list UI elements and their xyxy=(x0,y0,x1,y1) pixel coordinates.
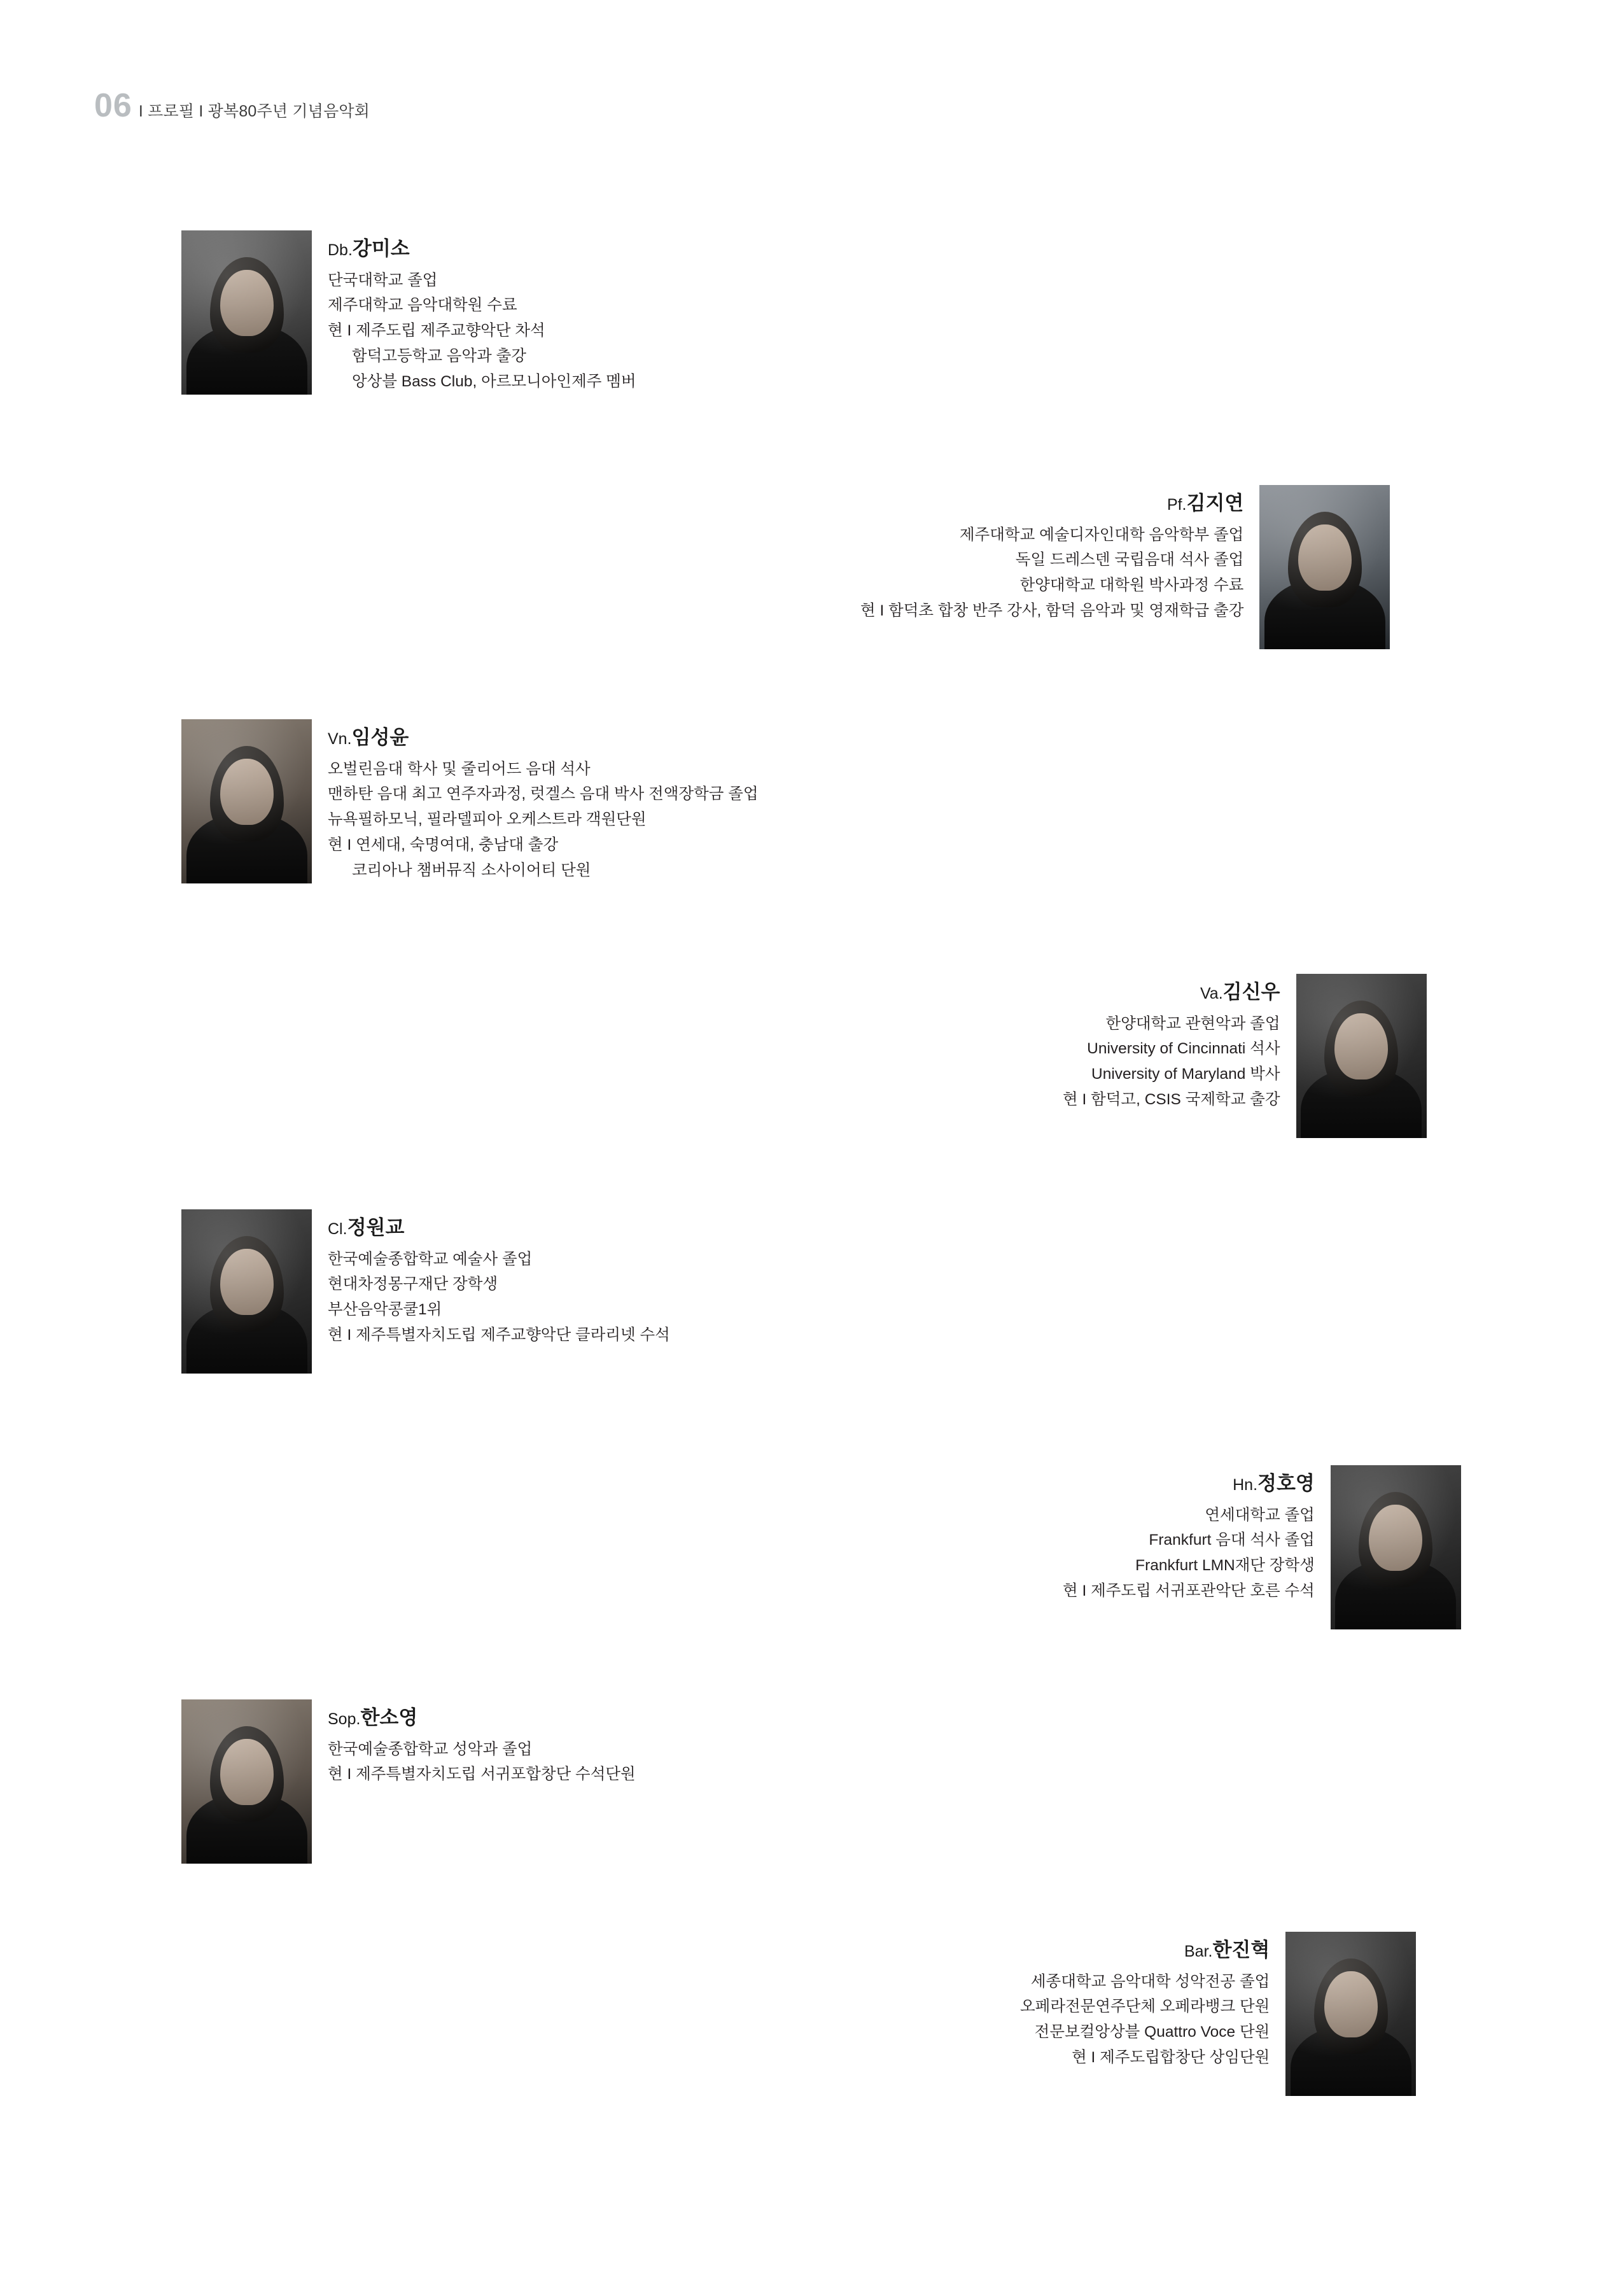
profile-person-name: 김지연 xyxy=(1186,492,1244,514)
profile-entry xyxy=(181,1699,636,1864)
profile-role: Hn. xyxy=(1233,1476,1258,1494)
profile-bio-line: 현 I 연세대, 숙명여대, 충남대 출강 xyxy=(328,836,559,854)
profile-bio-line: 현 I 함덕초 합창 반주 강사, 함덕 음악과 및 영재학급 출강 xyxy=(860,601,1244,619)
profile-person-name: 임성윤 xyxy=(351,726,409,749)
profile-bio-line: 한양대학교 관현악과 졸업 xyxy=(1105,1015,1280,1032)
profile-bio-line: 현 I 함덕고, CSIS 국제학교 출강 xyxy=(1063,1090,1280,1108)
profile-entry xyxy=(1063,974,1427,1138)
profile-bio-line: 현 I 제주특별자치도립 제주교향악단 클라리넷 수석 xyxy=(328,1326,670,1344)
profile-person-name: 김신우 xyxy=(1222,981,1280,1003)
portrait-kang-miso xyxy=(181,230,312,395)
profile-bio-line: 현 I 제주특별자치도립 서귀포합창단 수석단원 xyxy=(328,1766,636,1783)
profile-bio-line: 현 I 제주도립 제주교향악단 차석 xyxy=(328,322,545,340)
profile-role: Va. xyxy=(1200,985,1223,1002)
portrait-jung-wonkyo xyxy=(181,1209,312,1374)
portrait-jung-hoyoung xyxy=(1331,1465,1461,1629)
profile-role: Pf. xyxy=(1166,496,1187,514)
breadcrumb: I 프로필 I 광복80주년 기념음악회 xyxy=(138,102,370,120)
profile-entry xyxy=(181,719,759,883)
profile-person-name: 정원교 xyxy=(347,1216,405,1239)
portrait-kim-sinwoo xyxy=(1296,974,1427,1138)
profile-role: Vn. xyxy=(328,730,352,748)
profile-bio-line: 전문보컬앙상블 Quattro Voce 단원 xyxy=(1034,2023,1270,2041)
profile-bio-line: University of Cincinnati 석사 xyxy=(1087,1040,1280,1058)
profile-bio-line: 세종대학교 음악대학 성악전공 졸업 xyxy=(1030,1972,1270,1990)
page-header xyxy=(94,89,370,122)
profile-bio-line: 현 I 제주도립 서귀포관악단 호른 수석 xyxy=(1063,1582,1315,1600)
profile-bio-line: 함덕고등학교 음악과 출강 xyxy=(352,347,526,365)
portrait-artwork xyxy=(1331,1465,1461,1629)
profile-text-block xyxy=(328,230,636,394)
portrait-highlight xyxy=(181,230,312,395)
profile-text-block xyxy=(328,1699,636,1787)
profile-bio-line: 한국예술종합학교 성악과 졸업 xyxy=(328,1740,533,1758)
profile-bio-line: 코리아나 챔버뮤직 소사이어티 단원 xyxy=(352,861,591,879)
profile-bio-line: University of Maryland 박사 xyxy=(1091,1065,1280,1083)
page-number: 06 xyxy=(94,87,132,124)
portrait-highlight xyxy=(1285,1932,1416,2096)
profile-bio-line: 오벌린음대 학사 및 줄리어드 음대 석사 xyxy=(328,760,591,778)
profile-name xyxy=(860,491,1243,516)
profile-bio-line: 맨하탄 음대 최고 연주자과정, 럿겔스 음대 박사 전액장학금 졸업 xyxy=(328,785,759,803)
profile-bio-line: 현대차정몽구재단 장학생 xyxy=(328,1276,498,1293)
profile-person-name: 한소영 xyxy=(360,1706,418,1729)
profile-entry xyxy=(1063,1465,1461,1629)
profile-entry xyxy=(181,230,636,395)
profile-name xyxy=(1063,980,1280,1005)
profile-role: Bar. xyxy=(1184,1943,1213,1960)
portrait-han-jinhyuk xyxy=(1285,1932,1416,2096)
portrait-highlight xyxy=(1331,1465,1461,1629)
profile-name xyxy=(328,1706,636,1731)
portrait-han-soyoung xyxy=(181,1699,312,1864)
portrait-im-seongyun xyxy=(181,719,312,883)
profile-bio-line: 현 I 제주도립합창단 상임단원 xyxy=(1072,2048,1270,2066)
profile-text-block xyxy=(328,719,759,883)
profile-entry xyxy=(860,485,1390,649)
portrait-artwork xyxy=(1285,1932,1416,2096)
profile-bio-line: 단국대학교 졸업 xyxy=(328,271,438,289)
portrait-kim-jiyeon xyxy=(1259,485,1390,649)
profile-role: Cl. xyxy=(328,1220,347,1238)
profile-person-name: 강미소 xyxy=(352,237,410,260)
profile-role: Db. xyxy=(328,241,353,259)
profile-bio-line: 오페라전문연주단체 오페라뱅크 단원 xyxy=(1020,1998,1270,2016)
portrait-artwork xyxy=(1296,974,1427,1138)
portrait-highlight xyxy=(181,719,312,883)
profile-bio-line: 앙상블 Bass Club, 아르모니아인제주 멤버 xyxy=(352,372,636,390)
profile-bio-line: 제주대학교 음악대학원 수료 xyxy=(328,297,517,314)
profile-name xyxy=(328,237,636,262)
profile-role: Sop. xyxy=(328,1710,361,1728)
profile-person-name: 정호영 xyxy=(1257,1472,1315,1494)
profile-name xyxy=(328,726,759,750)
profile-entry xyxy=(1020,1932,1416,2096)
profile-text-block xyxy=(860,485,1243,624)
profile-bio-line: 한양대학교 대학원 박사과정 수료 xyxy=(1019,577,1244,594)
portrait-artwork xyxy=(1259,485,1390,649)
profile-bio-line: Frankfurt LMN재단 장학생 xyxy=(1135,1557,1315,1575)
profile-name xyxy=(328,1216,670,1241)
portrait-highlight xyxy=(1259,485,1390,649)
profile-bio-line: 연세대학교 졸업 xyxy=(1205,1506,1315,1524)
portrait-artwork xyxy=(181,1209,312,1374)
profile-bio-line: 뉴욕필하모닉, 필라델피아 오케스트라 객원단원 xyxy=(328,811,647,829)
profile-text-block xyxy=(1020,1932,1270,2071)
profile-bio-line: 제주대학교 예술디자인대학 음악학부 졸업 xyxy=(959,526,1244,544)
profile-name xyxy=(1063,1472,1315,1496)
profile-text-block xyxy=(1063,974,1280,1113)
profile-bio-line: Frankfurt 음대 석사 졸업 xyxy=(1149,1531,1315,1549)
portrait-artwork xyxy=(181,230,312,395)
portrait-artwork xyxy=(181,719,312,883)
profile-entry xyxy=(181,1209,670,1374)
profile-bio-line: 부산음악콩쿨1위 xyxy=(328,1301,442,1319)
portrait-artwork xyxy=(181,1699,312,1864)
profile-name xyxy=(1020,1938,1270,1963)
profile-text-block xyxy=(328,1209,670,1348)
portrait-highlight xyxy=(1296,974,1427,1138)
profile-person-name: 한진혁 xyxy=(1212,1939,1270,1961)
profile-bio-line: 독일 드레스덴 국립음대 석사 졸업 xyxy=(1015,551,1244,569)
portrait-highlight xyxy=(181,1699,312,1864)
portrait-highlight xyxy=(181,1209,312,1374)
profile-text-block xyxy=(1063,1465,1315,1604)
profile-bio-line: 한국예술종합학교 예술사 졸업 xyxy=(328,1250,533,1268)
